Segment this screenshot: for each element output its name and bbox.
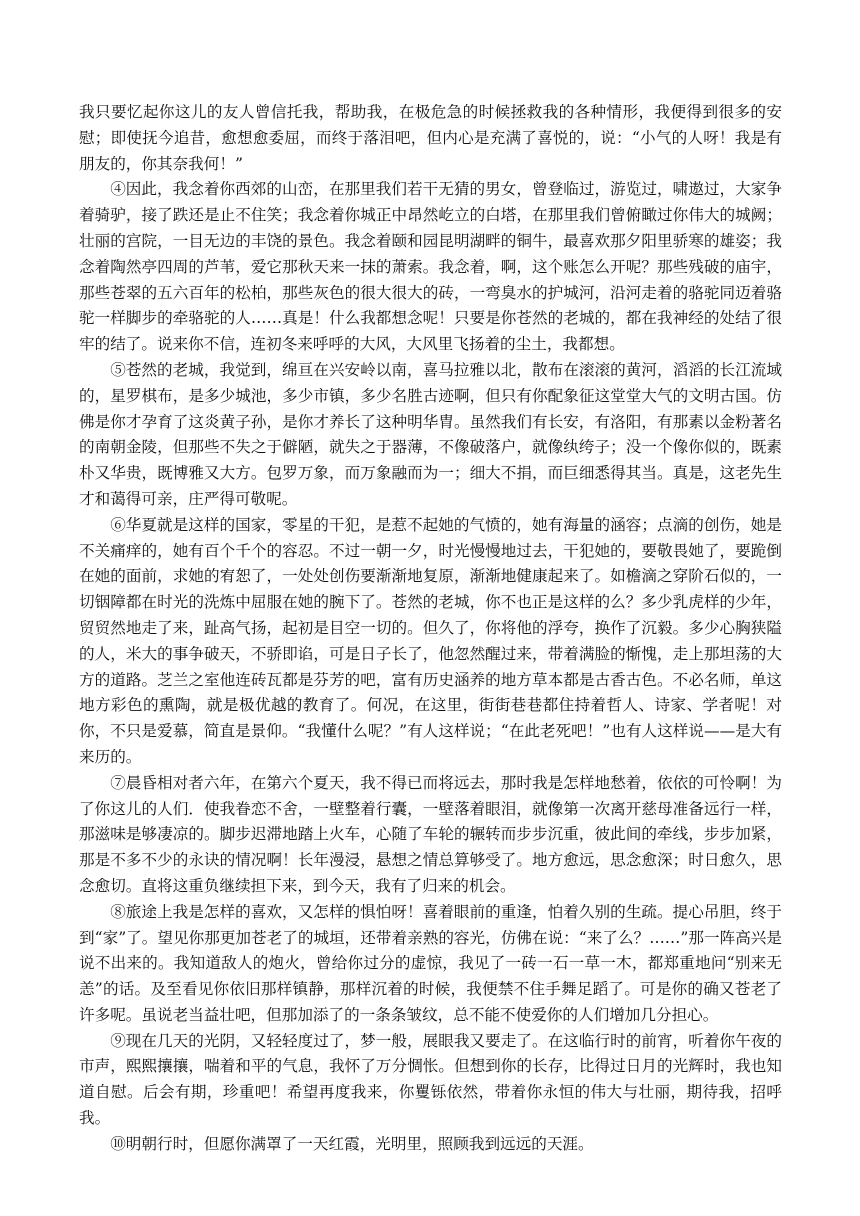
- paragraph-5: ⑤苍然的老城，我觉到，绵亘在兴安岭以南，喜马拉雅以北，散布在滚滚的黄河，滔滔的长江流域的，星罗棋布，是多少城池，多少市镇，多少名胜古迹啊，但只有你配象征这堂堂大气的文明古国。仿佛是你才孕育了这炎黄子孙，是你才养长了这种明华胄。虽然我们有长安，有洛阳，有那素以金粉著名的南朝金陵，但那些不失之于僻陋，就失之于器薄，不像破落户，就像纨绔子；没一个像你似的，既素朴又华贵，既博雅又大方。包罗万象，而万象融而为一；细大不捐，而巨细悉得其当。真是，这老先生才和蔼得可亲，庄严得可敬呢。: [79, 360, 782, 508]
- paragraph-6: ⑥华夏就是这样的国家，零星的干犯，是惹不起她的气愤的，她有海量的涵容；点滴的创伤，她是不关痛痒的，她有百个千个的容忍。不过一朝一夕，时光慢慢地过去，干犯她的，要敬畏她了，要跪倒在她的面前，求她的宥恕了，一处处创伤要渐渐地复原，渐渐地健康起来了。如檐滴之穿阶石似的，一切铟障都在时光的洗炼中屈服在她的腕下了。苍然的老城，你不也正是这样的么？多少乳虎样的少年，贸贸然地走了来，趾高气扬，起初是目空一切的。但久了，你将他的浮夸，换作了沉毅。多少心胸狭隘的人，米大的事争破天，不骄即谄，可是日子长了，他忽然醒过来，带着满脸的惭愧，走上那坦荡的大方的道路。芝兰之室他连砖瓦都是芬芳的吧，富有历史涵养的地方草本都是古香古色。不必名师，单这地方彩色的熏陶，就是极优越的教育了。何况，在这里，街街巷巷都住持着哲人、诗家、学者呢！对你，不只是爱慕，简直是景仰。“我懂什么呢？”有人这样说；“在此老死吧！”也有人这样说——是大有来历的。: [79, 515, 782, 766]
- paragraph-9: ⑨现在几天的光阴，又轻轻度过了，梦一般，展眼我又要走了。在这临行时的前宵，听着你午夜的市声，熙熙攘攘，喘着和平的气息，我怀了万分惆怅。但想到你的长存，比得过日月的光辉时，我也知道自慰。后会有期，珍重吧！希望再度我来，你矍铄依然，带着你永恒的伟大与壮丽，期待我，招呼我。: [79, 1031, 782, 1128]
- paragraph-4: ④因此，我念着你西郊的山峦，在那里我们若干无猜的男女，曾登临过，游览过，啸遨过，大家争着骑驴，接了跌还是止不住笑；我念着你城正中昂然屹立的白塔，在那里我们曾俯瞰过你伟大的城阙；壮丽的宫院，一目无边的丰饶的景色。我念着颐和园昆明湖畔的铜牛，最喜欢那夕阳里骄寒的雄姿；我念着陶然亭四周的芦苇，爱它那秋天来一抹的萧索。我念着，啊，这个账怎么开呢？那些残破的庙宇，那些苍翠的五六百年的松柏，那些灰色的很大很大的砖，一弯臭水的护城河，沿河走着的骆驼同迈着骆驼一样脚步的牵骆驼的人……真是！什么我都想念呢！只要是你苍然的老城的，都在我神经的处结了很牢的结了。说来你不信，连初冬来呼呼的大风，大风里飞扬着的尘土，我都想。: [79, 180, 782, 354]
- paragraph-10: ⑩明朝行时，但愿你满罩了一天红霞，光明里，照顾我到远远的天涯。: [110, 1134, 594, 1153]
- paragraph-7: ⑦晨昏相对者六年，在第六个夏天，我不得已而将远去，那时我是怎样地愁着，依依的可怜啊！为了你这儿的人们．使我眷恋不舍，一壁整着行囊，一壁落着眼泪，就像第一次离开慈母准备远行一样，那滋味是够凄凉的。脚步迟滞地踏上火车，心随了车轮的辗转而步步沉重，彼此间的牵线，步步加紧，那是不多不少的永诀的情况啊！长年漫浸，悬想之情总算够受了。地方愈远，思念愈深；时日愈久，思念愈切。直将这重负继续担下来，到今天，我有了归来的机会。: [79, 773, 782, 895]
- paragraph-continuation: 我只要忆起你这儿的友人曾信托我，帮助我，在极危急的时候拯救我的各种情形，我便得到很多的安慰；即使抚今追昔，愈想愈委屈，而终于落泪吧，但内心是充满了喜悦的，说：“小气的人呀！我是有朋友的，你其奈我何！”: [79, 103, 782, 173]
- paragraph-8: ⑧旅途上我是怎样的喜欢，又怎样的惧怕呀！喜着眼前的重逢，怕着久别的生疏。提心吊胆，终于到“家”了。望见你那更加苍老了的城垣，还带着亲熟的容光，仿佛在说：“来了么？……”那一阵高兴是说不出来的。我知道敌人的炮火，曾给你过分的虚惊，我见了一砖一石一草一木，都郑重地问“别来无恙”的话。及至看见你依旧那样镇静，那样沉着的时候，我便禁不住手舞足蹈了。可是你的确又苍老了许多呢。虽说老当益壮吧，但那加添了的一条条皱纹，总不能不使爱你的人们增加几分担心。: [79, 902, 782, 1024]
